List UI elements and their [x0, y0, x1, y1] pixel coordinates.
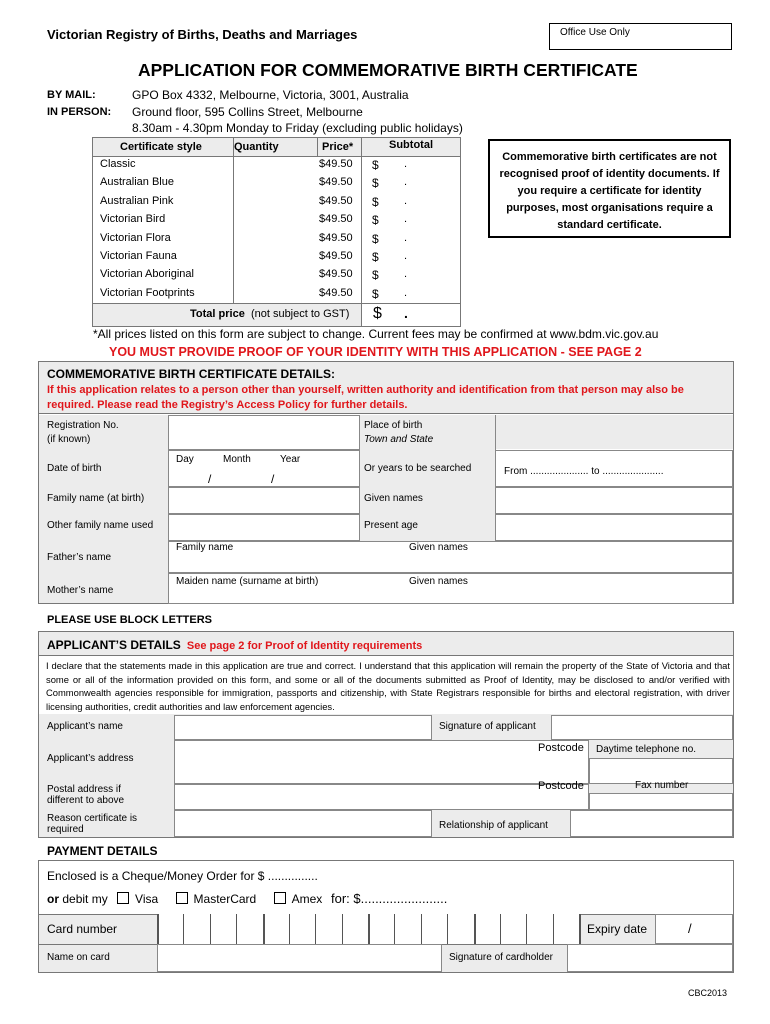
applicant-heading: APPLICANT’S DETAILS See page 2 for Proof of Identity requirements	[47, 638, 423, 652]
card-digit-divider	[183, 914, 184, 944]
office-use-box	[549, 23, 732, 50]
certificate-price-3: $49.50	[319, 213, 353, 226]
debit-line: or debit my Visa MasterCard Amex	[47, 892, 323, 906]
payment-heading: PAYMENT DETAILS	[47, 844, 158, 858]
applicant-address-input[interactable]	[174, 740, 589, 784]
father-family-name-label: Family name	[176, 542, 234, 553]
registration-label-1: Registration No.	[47, 420, 119, 431]
signature-applicant-input[interactable]	[551, 715, 733, 740]
applicant-address-label: Applicant’s address	[47, 753, 134, 764]
subtotal-dot-4: .	[404, 231, 408, 244]
card-digit-divider	[368, 914, 370, 944]
reason-input[interactable]	[174, 810, 432, 837]
total-price-label: Total price (not subject to GST)	[190, 308, 350, 320]
mothers-name-label: Mother’s name	[47, 585, 114, 596]
month-label: Month	[223, 454, 251, 465]
card-digit-divider	[342, 914, 343, 944]
proof-warning: YOU MUST PROVIDE PROOF OF YOUR IDENTITY WITH THIS APPLICATION - SEE PAGE 2	[109, 345, 642, 359]
notice-box: Commemorative birth certificates are not recognised proof of identity documents. If you require a certificate for identity purposes, most organisations require a standard certificate.	[488, 139, 731, 238]
details-red-note: If this application relates to a person other than yourself, written authority and identification from that person may also be required. Please read the Registry’s Access Policy for further details.	[47, 384, 684, 411]
office-use-label: Office Use Only	[560, 27, 630, 38]
subtotal-dot-7: .	[404, 286, 408, 299]
applicant-name-label: Applicant’s name	[47, 721, 123, 732]
town-state-label: Town and State	[364, 434, 434, 445]
card-digit-divider	[236, 914, 237, 944]
card-digit-divider	[553, 914, 554, 944]
certificate-price-1: $49.50	[319, 176, 353, 189]
given-names-input[interactable]	[495, 487, 733, 514]
certificate-price-6: $49.50	[319, 268, 353, 281]
mastercard-checkbox[interactable]	[176, 892, 188, 904]
card-digit-divider	[263, 914, 265, 944]
relationship-input[interactable]	[570, 810, 733, 837]
mail-label: BY MAIL:	[47, 89, 96, 101]
person-line-1: Ground floor, 595 Collins Street, Melbourne	[132, 105, 363, 119]
quantity-input-column[interactable]	[234, 158, 317, 303]
years-searched-label: Or years to be searched	[364, 463, 472, 474]
postal-label-2: different to above	[47, 795, 125, 806]
postal-address-input[interactable]	[174, 784, 589, 810]
subtotal-dollar-5: $	[372, 250, 379, 264]
subtotal-dollar-7: $	[372, 286, 379, 301]
subtotal-dot-2: .	[404, 194, 408, 207]
maiden-name-label: Maiden name (surname at birth)	[176, 576, 319, 587]
subtotal-dollar-0: $	[372, 158, 379, 172]
certificate-style-1: Australian Blue	[100, 176, 174, 189]
family-name-birth-label: Family name (at birth)	[47, 493, 145, 504]
certificate-style-5: Victorian Fauna	[100, 250, 177, 262]
subtotal-dot-5: .	[404, 250, 408, 262]
registry-name: Victorian Registry of Births, Deaths and Marriages	[47, 27, 358, 42]
day-label: Day	[176, 454, 194, 465]
signature-cardholder-input[interactable]	[567, 944, 733, 972]
certificate-price-4: $49.50	[319, 231, 353, 244]
visa-checkbox[interactable]	[117, 892, 129, 904]
postcode-label: Postcode	[538, 742, 584, 754]
subtotal-dot-6: .	[404, 268, 408, 281]
family-name-birth-input[interactable]	[168, 487, 360, 514]
card-digit-divider	[500, 914, 501, 944]
father-given-names-label: Given names	[409, 542, 468, 553]
card-digit-divider	[526, 914, 527, 944]
card-digit-divider	[421, 914, 422, 944]
card-number-input[interactable]	[157, 914, 579, 944]
subtotal-dollar-1: $	[372, 176, 379, 191]
certificate-details-section	[38, 361, 734, 604]
cheque-line: Enclosed is a Cheque/Money Order for $ ...............	[47, 869, 318, 883]
certificate-style-0: Classic	[100, 158, 136, 170]
expiry-date-input[interactable]	[655, 914, 733, 944]
declaration-text: I declare that the statements made in this application are true and correct. I understand that this application will remain the property of the State of Victoria and that some or all of the information provided on this form, and some or all of the documents submitted as Proof of Identity, may be disclosed to and/or verified with Commonwealth agencies responsible for immigration, passports and citizenship, with State Registrars responsible for births and electoral registration, with driver licensing authorities, credit authorities and law enforcement agencies.	[46, 660, 730, 712]
expiry-slash: /	[688, 921, 692, 936]
signature-applicant-label: Signature of applicant	[439, 721, 536, 732]
expiry-date-label: Expiry date	[587, 922, 648, 936]
place-of-birth-label: Place of birth	[364, 420, 423, 431]
card-digit-divider	[447, 914, 448, 944]
card-digit-divider	[289, 914, 290, 944]
fax-label: Fax number	[635, 780, 689, 791]
col-quantity: Quantity	[234, 141, 279, 153]
block-letters-note: PLEASE USE BLOCK LETTERS	[47, 614, 213, 626]
payment-section	[38, 860, 734, 973]
prices-note: *All prices listed on this form are subject to change. Current fees may be confirmed at www.bdm.vic.gov.au	[93, 327, 659, 341]
page-title: APPLICATION FOR COMMEMORATIVE BIRTH CERTIFICATE	[138, 60, 638, 80]
col-subtotal: Subtotal	[389, 139, 433, 151]
certificate-style-6: Victorian Aboriginal	[100, 268, 194, 281]
subtotal-dollar-2: $	[372, 194, 379, 209]
date-of-birth-input[interactable]	[168, 450, 360, 487]
subtotal-dollar-6: $	[372, 268, 379, 283]
registration-label-2: (if known)	[47, 434, 91, 445]
reason-label-1: Reason certificate is	[47, 813, 138, 824]
other-family-name-input[interactable]	[168, 514, 360, 541]
present-age-label: Present age	[364, 520, 418, 531]
card-digit-divider	[210, 914, 211, 944]
certificate-style-7: Victorian Footprints	[100, 286, 195, 299]
certificate-style-2: Australian Pink	[100, 194, 174, 207]
certificate-price-0: $49.50	[319, 158, 353, 170]
year-label: Year	[280, 454, 301, 465]
dob-label: Date of birth	[47, 463, 102, 474]
card-number-label: Card number	[47, 922, 118, 936]
present-age-input[interactable]	[495, 514, 733, 541]
from-to-range: From ..................... to ......................	[504, 466, 664, 477]
registration-no-input[interactable]	[168, 415, 360, 450]
details-heading: COMMEMORATIVE BIRTH CERTIFICATE DETAILS:	[47, 367, 335, 381]
certificate-price-5: $49.50	[319, 250, 353, 262]
certificate-price-7: $49.50	[319, 286, 353, 299]
mother-given-names-label: Given names	[409, 576, 468, 587]
dob-slash-2: /	[271, 472, 275, 486]
card-digit-divider	[579, 914, 581, 944]
total-dollar: $	[373, 305, 382, 322]
given-names-label: Given names	[364, 493, 423, 504]
place-of-birth-input[interactable]	[495, 415, 733, 450]
subtotal-dollar-4: $	[372, 231, 379, 246]
total-dot: .	[404, 305, 408, 321]
reason-label-2: required	[47, 824, 84, 835]
card-digit-divider	[315, 914, 316, 944]
name-on-card-label: Name on card	[47, 952, 110, 963]
subtotal-dollar-3: $	[372, 213, 379, 228]
certificate-style-4: Victorian Flora	[100, 231, 171, 244]
applicant-name-input[interactable]	[174, 715, 432, 740]
postal-label-1: Postal address if	[47, 784, 121, 795]
col-certificate-style: Certificate style	[120, 141, 202, 153]
form-code: CBC2013	[688, 988, 728, 998]
card-digit-divider	[474, 914, 476, 944]
applicant-section	[38, 631, 734, 838]
card-digit-divider	[157, 914, 159, 944]
other-family-name-label: Other family name used	[47, 520, 154, 531]
subtotal-dot-3: .	[404, 213, 408, 226]
person-line-2: 8.30am - 4.30pm Monday to Friday (excluding public holidays)	[132, 121, 463, 135]
postcode-label-2: Postcode	[538, 780, 584, 792]
dob-slash-1: /	[208, 472, 212, 486]
fax-input[interactable]	[589, 793, 733, 810]
amex-checkbox[interactable]	[274, 892, 286, 904]
certificate-price-2: $49.50	[319, 194, 353, 207]
mail-value: GPO Box 4332, Melbourne, Victoria, 3001, Australia	[132, 88, 409, 102]
relationship-label: Relationship of applicant	[439, 820, 548, 831]
subtotal-dot-1: .	[404, 176, 408, 189]
col-price: Price*	[322, 141, 354, 153]
debit-amount: for: $........................	[331, 891, 448, 906]
person-label: IN PERSON:	[47, 106, 112, 118]
subtotal-dot-0: .	[404, 158, 408, 170]
daytime-phone-label: Daytime telephone no.	[596, 744, 697, 755]
card-digit-divider	[394, 914, 395, 944]
name-on-card-input[interactable]	[157, 944, 442, 972]
fathers-name-label: Father’s name	[47, 552, 112, 563]
signature-cardholder-label: Signature of cardholder	[449, 952, 553, 963]
certificate-style-3: Victorian Bird	[100, 213, 166, 226]
